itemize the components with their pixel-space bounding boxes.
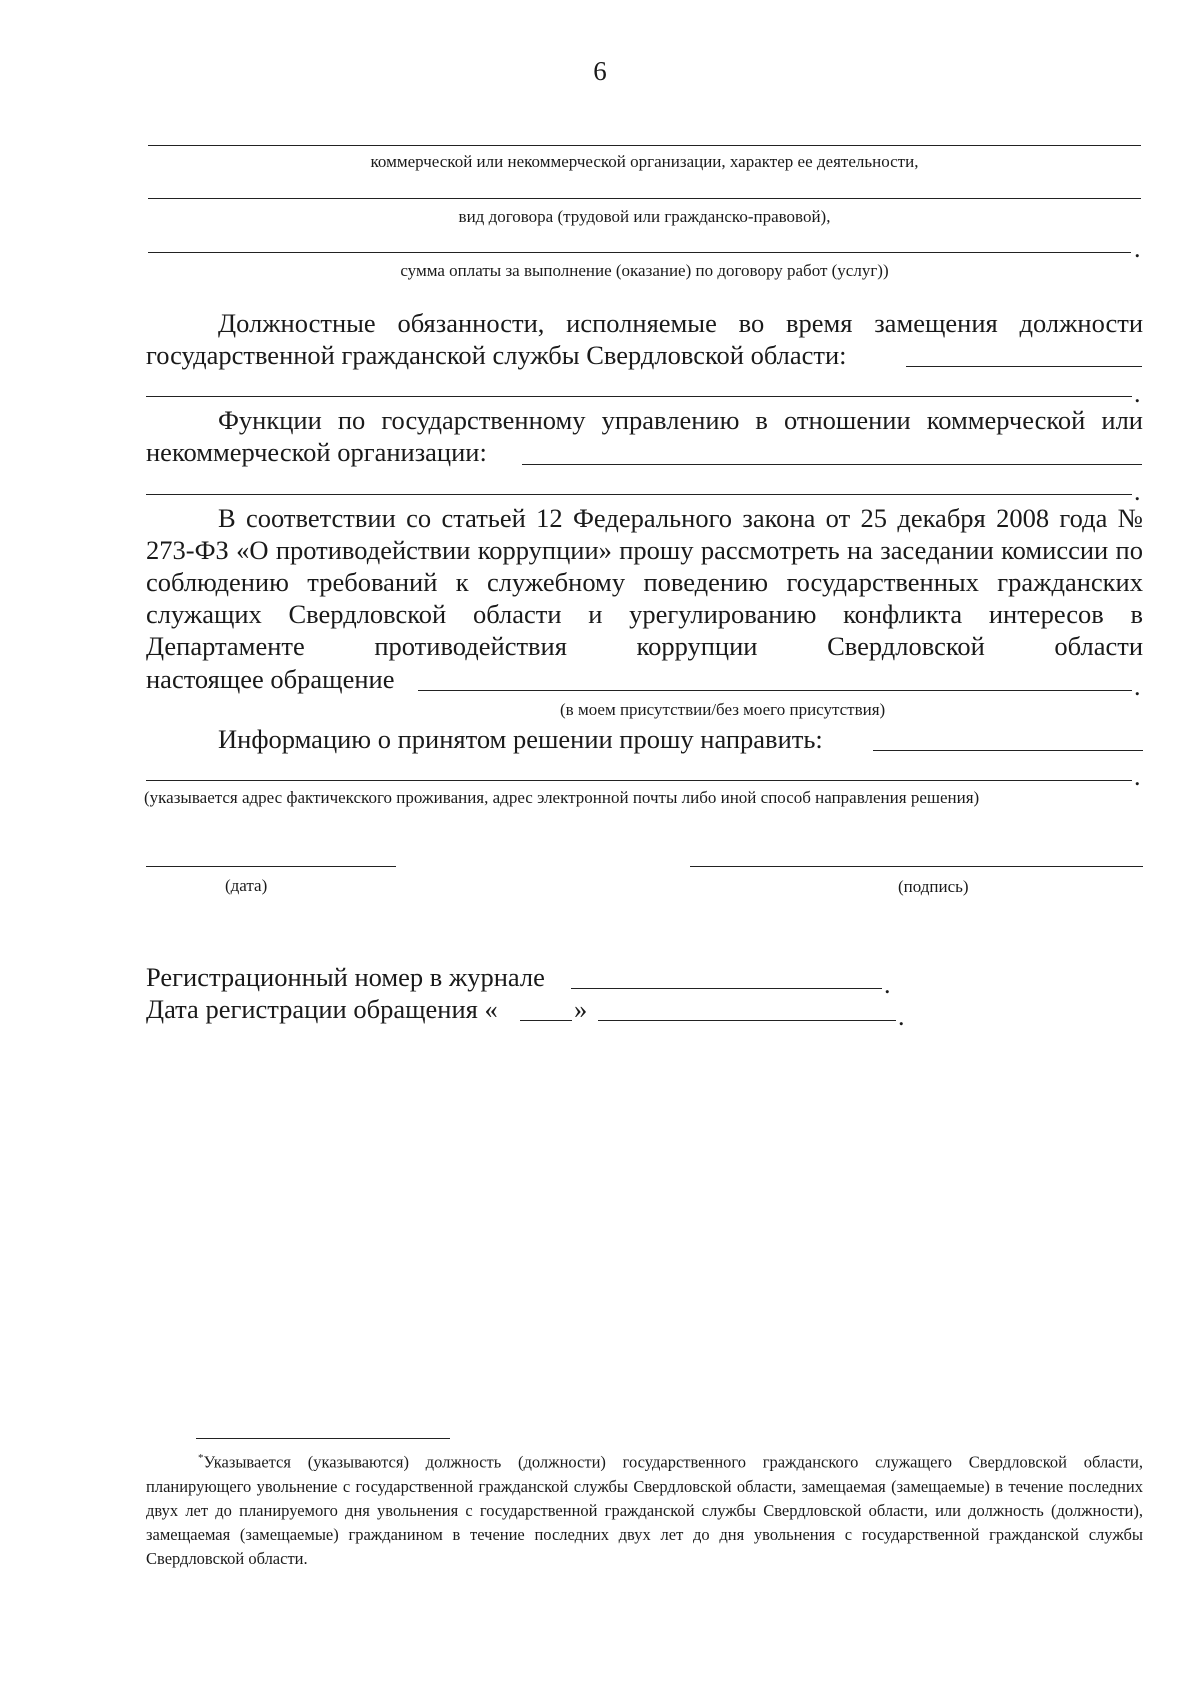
payment-caption: сумма оплаты за выполнение (оказание) по договору работ (услуг)) bbox=[400, 261, 889, 280]
duties-blank-line-1[interactable] bbox=[906, 366, 1142, 367]
functions-blank-line-2[interactable] bbox=[146, 494, 1132, 495]
request-last-line: настоящее обращение bbox=[146, 664, 395, 694]
address-caption: (указывается адрес фактичекского проживания, адрес электронной почты либо иной способ направления решения) bbox=[144, 788, 980, 807]
contract-type-blank-line[interactable] bbox=[148, 198, 1141, 199]
info-blank-line-1[interactable] bbox=[873, 750, 1143, 751]
registration-number-label: Регистрационный номер в журнале bbox=[146, 962, 545, 992]
organization-caption: коммерческой или некоммерческой организации, характер ее деятельности, bbox=[370, 152, 919, 171]
date-blank-line[interactable] bbox=[146, 866, 396, 867]
organization-blank-line[interactable] bbox=[148, 145, 1141, 146]
footnote-text: Указывается (указываются) должность (должности) государственного гражданского служащего Свердловской области, планирующего увольнение с государственной гражданской службы Свердловской области, замещаемая (замещаемые) в течение последних двух лет до планируемого дня увольнения с государственной гражданской службы Свердловской области, или должность (должности), замещаемая (замещаемые) гражданином в течение последних двух лет до дня увольнения с государственной гражданской службы Свердловской области. bbox=[146, 1452, 1143, 1568]
registration-date-field[interactable] bbox=[598, 1020, 896, 1021]
contract-type-caption: вид договора (трудовой или гражданско-правовой), bbox=[458, 207, 831, 226]
presence-blank-line[interactable] bbox=[418, 690, 1132, 691]
duties-line-2: государственной гражданской службы Свердловской области: bbox=[146, 340, 847, 370]
registration-day-field[interactable] bbox=[520, 1020, 572, 1021]
end-period: . bbox=[1134, 234, 1141, 263]
end-period: . bbox=[1134, 379, 1141, 408]
presence-caption: (в моем присутствии/без моего присутствия) bbox=[560, 700, 886, 719]
page-number: 6 bbox=[593, 56, 607, 86]
footnote-separator bbox=[196, 1438, 450, 1439]
payment-blank-line[interactable] bbox=[148, 252, 1131, 253]
functions-line-2: некоммерческой организации: bbox=[146, 437, 487, 467]
info-line: Информацию о принятом решении прошу направить: bbox=[218, 724, 823, 754]
end-period: . bbox=[884, 970, 891, 999]
end-period: . bbox=[898, 1002, 905, 1031]
registration-number-field[interactable] bbox=[571, 988, 882, 989]
registration-date-label: Дата регистрации обращения « bbox=[146, 994, 498, 1024]
duties-line-1: Должностные обязанности, исполняемые во время замещения должности bbox=[218, 308, 1143, 338]
footnote-marker: * bbox=[198, 1452, 204, 1464]
footnote bbox=[146, 1446, 1143, 1571]
registration-date-close: » bbox=[574, 994, 588, 1024]
end-period: . bbox=[1134, 477, 1141, 506]
signature-blank-line[interactable] bbox=[690, 866, 1143, 867]
signature-caption: (подпись) bbox=[898, 877, 969, 896]
end-period: . bbox=[1134, 672, 1141, 701]
functions-line-1: Функции по государственному управлению в отношении коммерческой или bbox=[218, 405, 1143, 435]
end-period: . bbox=[1134, 762, 1141, 791]
date-caption: (дата) bbox=[225, 876, 268, 895]
info-blank-line-2[interactable] bbox=[146, 780, 1132, 781]
duties-blank-line-2[interactable] bbox=[146, 396, 1132, 397]
functions-blank-line-1[interactable] bbox=[522, 464, 1142, 465]
request-paragraph: В соответствии со статьей 12 Федерального закона от 25 декабря 2008 года № 273-ФЗ «О противодействии коррупции» прошу рассмотреть на заседании комиссии по соблюдению требований к служебному поведению государственных гражданских служащих Свердловской области и урегулированию конфликта интересов в Департаменте противодействия коррупции Свердловской области bbox=[146, 503, 1143, 661]
